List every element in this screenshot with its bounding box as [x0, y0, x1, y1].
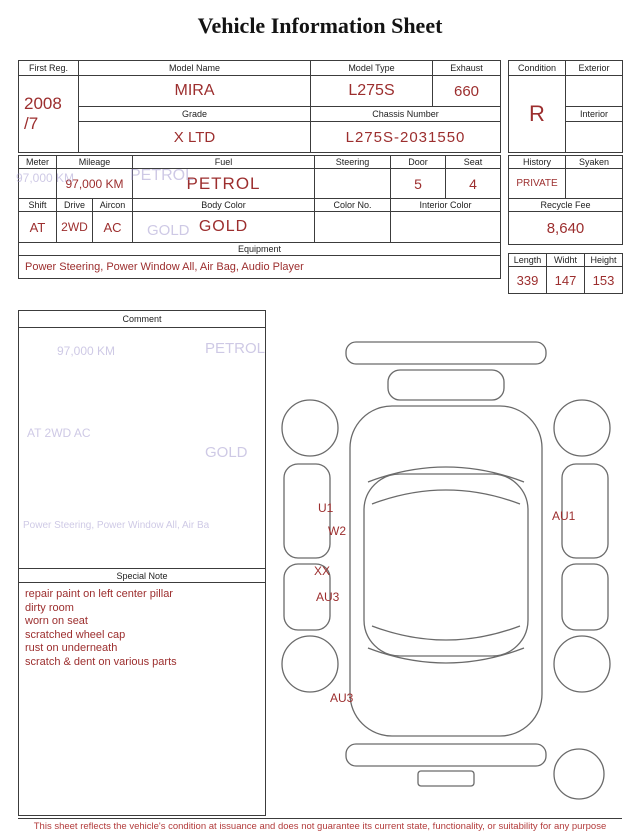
body-color-value: GOLD — [133, 212, 315, 243]
car-body-shape — [350, 406, 542, 736]
ghost-text: 97,000 KM — [16, 171, 75, 185]
drive-value: 2WD — [57, 212, 93, 243]
spec-table — [18, 155, 501, 279]
recycle-fee-label: Recycle Fee — [509, 199, 623, 212]
chassis-number-value: L275S-2031550 — [311, 122, 501, 153]
recycle-fee-value: 8,640 — [509, 212, 623, 245]
mileage-value: 97,000 KM — [57, 169, 133, 199]
length-label: Length — [509, 254, 547, 267]
first-reg-year: 2008 — [24, 94, 62, 113]
equipment-value: Power Steering, Power Window All, Air Bag, Audio Player — [19, 256, 501, 279]
damage-mark-au3-side: AU3 — [316, 590, 340, 604]
drive-label: Drive — [57, 199, 93, 212]
damage-mark-w2: W2 — [328, 524, 346, 538]
ghost-text: AT 2WD AC — [27, 426, 91, 440]
grade-value: X LTD — [79, 122, 311, 153]
fuel-label: Fuel — [133, 156, 315, 169]
steering-label: Steering — [315, 156, 391, 169]
special-note-line: worn on seat — [25, 615, 88, 627]
exhaust-label: Exhaust — [433, 61, 501, 76]
license-plate-shape — [418, 771, 474, 786]
steering-value — [315, 169, 391, 199]
first-reg-label: First Reg. — [19, 61, 79, 76]
condition-label: Condition — [509, 61, 566, 76]
seat-label: Seat — [446, 156, 501, 169]
first-reg-month: /7 — [24, 114, 39, 133]
interior-label: Interior — [566, 107, 623, 122]
ghost-text: GOLD — [205, 444, 248, 461]
damage-mark-au1: AU1 — [552, 509, 576, 523]
width-label: Widht — [547, 254, 585, 267]
special-note-list — [19, 583, 265, 674]
condition-grade-value: R — [509, 76, 566, 153]
syaken-value — [566, 169, 623, 199]
fuel-value: PETROL — [133, 169, 315, 199]
page-title: Vehicle Information Sheet — [197, 13, 443, 38]
ghost-text: PETROL — [205, 340, 266, 357]
shift-label: Shift — [19, 199, 57, 212]
damage-mark-au3-rear: AU3 — [330, 691, 354, 705]
seat-value: 4 — [446, 169, 501, 199]
mileage-label: Mileage — [57, 156, 133, 169]
special-note-line: repair paint on left center pillar — [25, 588, 173, 600]
ghost-text: PETROL — [130, 167, 195, 184]
first-reg-value — [19, 76, 79, 153]
rear-right-wheel — [554, 636, 610, 692]
condition-table — [508, 60, 623, 153]
front-left-wheel — [282, 400, 338, 456]
cabin-shape — [364, 474, 528, 656]
damage-mark-xx: XX — [314, 564, 331, 578]
shift-value: AT — [19, 212, 57, 243]
exhaust-value: 660 — [433, 76, 501, 107]
special-note-label: Special Note — [19, 568, 265, 583]
comment-area — [19, 328, 265, 568]
ghost-text: Power Steering, Power Window All, Air Ba — [23, 520, 210, 531]
special-note-line: rust on underneath — [25, 642, 118, 654]
history-table — [508, 155, 623, 245]
car-diagram — [266, 312, 628, 812]
height-label: Height — [585, 254, 623, 267]
history-label: History — [509, 156, 566, 169]
chassis-number-label: Chassis Number — [311, 107, 501, 122]
footer-divider — [18, 818, 622, 819]
top-info-table — [18, 60, 501, 153]
special-note-line: scratch & dent on various parts — [25, 655, 177, 668]
interior-value — [566, 122, 623, 153]
dimensions-table — [508, 253, 623, 294]
door-value: 5 — [391, 169, 446, 199]
height-value: 153 — [585, 267, 623, 294]
history-value: PRIVATE — [509, 169, 566, 199]
grade-label: Grade — [79, 107, 311, 122]
syaken-label: Syaken — [566, 156, 623, 169]
aircon-value: AC — [93, 212, 133, 243]
damage-mark-u1: U1 — [318, 501, 334, 515]
width-value: 147 — [547, 267, 585, 294]
body-color-label: Body Color — [133, 199, 315, 212]
model-name-value: MIRA — [79, 76, 311, 107]
interior-color-value — [391, 212, 501, 243]
meter-value — [19, 169, 57, 199]
footer-disclaimer: This sheet reflects the vehicle's condition at issuance and does not guarantee its current state, functionality, or suitability for any purpose — [33, 821, 607, 832]
ghost-text: 97,000 KM — [57, 344, 116, 358]
ghost-text: GOLD — [147, 222, 190, 239]
comment-box — [18, 310, 266, 816]
aircon-label: Aircon — [93, 199, 133, 212]
interior-color-label: Interior Color — [391, 199, 501, 212]
model-type-value: L275S — [311, 76, 433, 107]
front-right-wheel — [554, 400, 610, 456]
windshield-inner-line — [372, 490, 520, 504]
hood-shape — [388, 370, 504, 400]
model-type-label: Model Type — [311, 61, 433, 76]
rear-window-inner-line — [372, 626, 520, 640]
comment-label: Comment — [19, 311, 265, 328]
model-name-label: Model Name — [79, 61, 311, 76]
color-no-value — [315, 212, 391, 243]
special-note-line: dirty room — [25, 601, 74, 614]
exterior-value — [566, 76, 623, 107]
front-bumper-shape — [346, 342, 546, 364]
exterior-label: Exterior — [566, 61, 623, 76]
rear-bumper-shape — [346, 744, 546, 766]
length-value: 339 — [509, 267, 547, 294]
color-no-label: Color No. — [315, 199, 391, 212]
special-note-line: scratched wheel cap — [25, 628, 126, 641]
door-label: Door — [391, 156, 446, 169]
meter-label: Meter — [19, 156, 57, 169]
right-rear-door-shape — [562, 564, 608, 630]
equipment-label: Equipment — [19, 243, 501, 256]
rear-left-wheel — [282, 636, 338, 692]
spare-wheel — [554, 749, 604, 799]
